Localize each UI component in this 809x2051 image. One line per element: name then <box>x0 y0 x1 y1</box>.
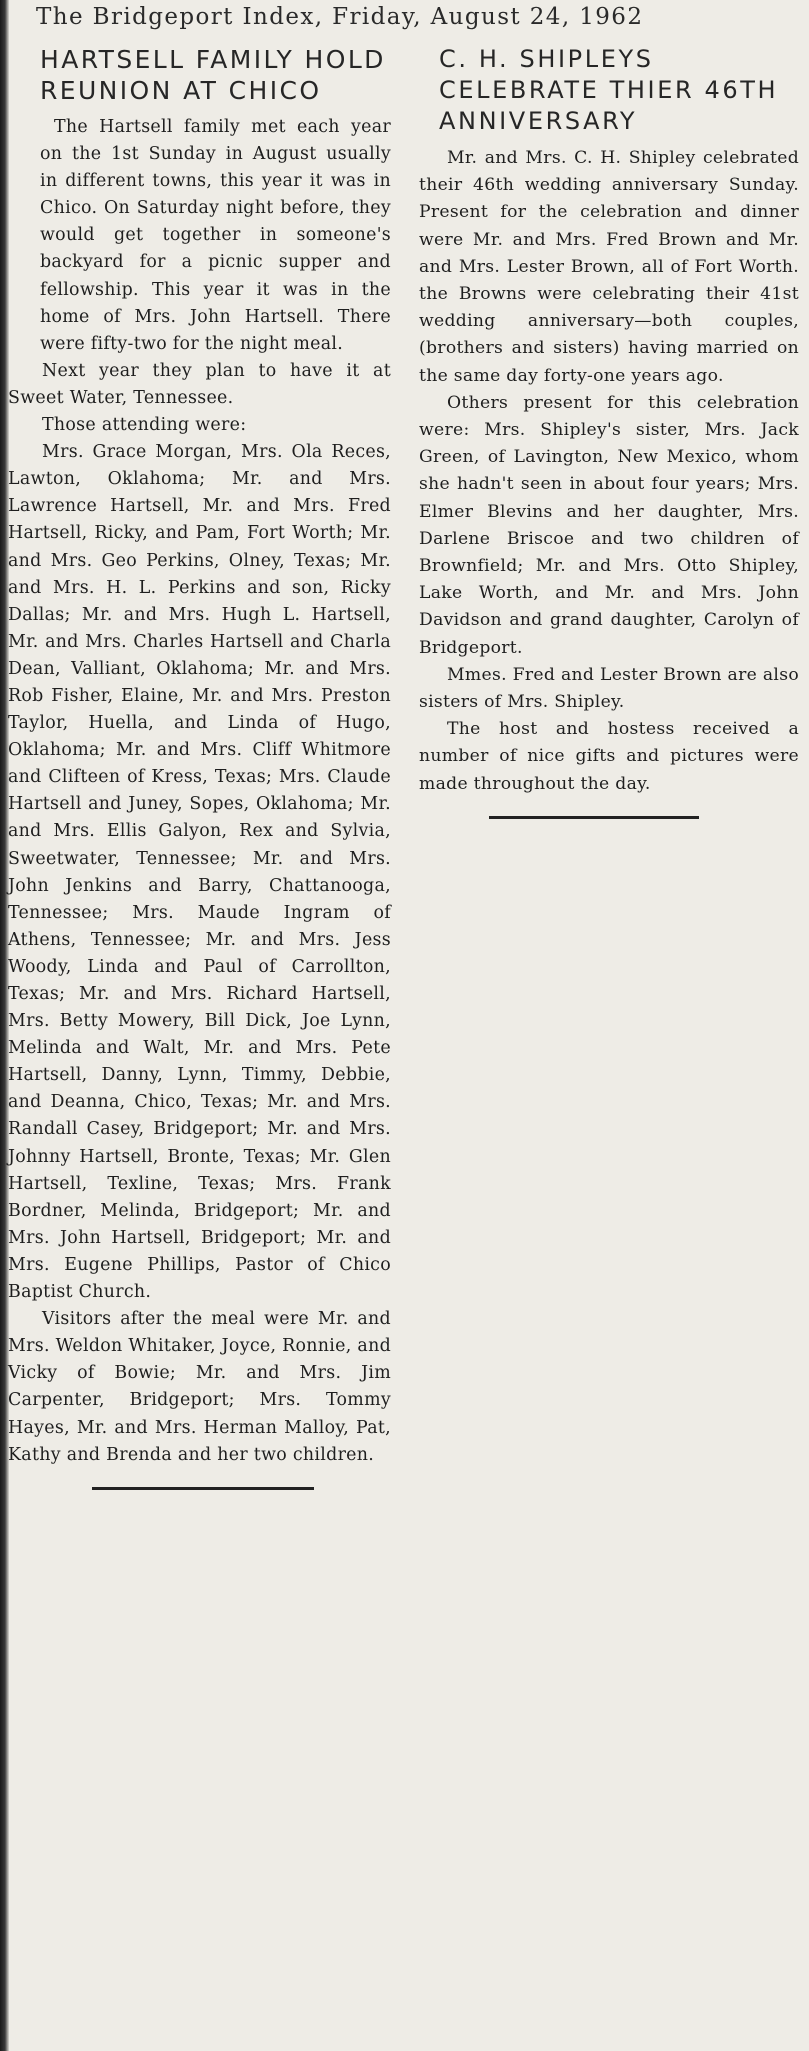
left-headline: HARTSELL FAMILY HOLD REUNION AT CHICO <box>40 45 386 105</box>
left-paragraph: Those attending were: <box>42 415 247 436</box>
right-paragraph: Mr. and Mrs. C. H. Shipley celebrated their 46th wedding anniversary Sunday. Present for the celebration and dinner were Mr. and Mrs. Fred Brown and Mr. and Mrs. Lester Brown, all of Fort Worth. the Browns were celebrating their 41st wedding anniversary—both couples, (brothers and sisters) having married on the same day forty-one years ago. <box>419 148 799 386</box>
right-paragraph: Others present for this celebration were: Mrs. Shipley's sister, Mrs. Jack Green, of Lavington, New Mexico, whom she hadn't seen in about four years; Mrs. Elmer Blevins and her daughter, Mrs. Darlene Briscoe and two children of Brownfield; Mr. and Mrs. Otto Shipley, Lake Worth, and Mr. and Mrs. John Davidson and grand daughter, Carolyn of Bridgeport. <box>419 392 799 658</box>
right-paragraph: Mmes. Fred and Lester Brown are also sisters of Mrs. Shipley. <box>419 664 799 713</box>
left-paragraph: Mrs. Grace Morgan, Mrs. Ola Reces, Lawton, Oklahoma; Mr. and Mrs. Lawrence Hartsell, Mr. and Mrs. Fred Hartsell, Ricky, and Pam, Fort Worth; Mr. and Mrs. Geo Perkins, Olney, Texas; Mr. and Mrs. H. L. Perkins and son, Ricky Dallas; Mr. and Mrs. Hugh L. Hartsell, Mr. and Mrs. Charles Hartsell and Charla Dean, Valliant, Oklahoma; Mr. and Mrs. Rob Fisher, Elaine, Mr. and Mrs. Preston Taylor, Huella, and Linda of Hugo, Oklahoma; Mr. and Mrs. Cliff Whitmore and Clifteen of Kress, Texas; Mrs. Claude Hartsell and Juney, Sopes, Oklahoma; Mr. and Mrs. Ellis Galyon, Rex and Sylvia, Sweetwater, Tennessee; Mr. and Mrs. John Jenkins and Barry, Chattanooga, Tennessee; Mrs. Maude Ingram of Athens, Tennessee; Mr. and Mrs. Jess Woody, Linda and Paul of Carrollton, Texas; Mr. and Mrs. Richard Hartsell, Mrs. Betty Mowery, Bill Dick, Joe Lynn, Melinda and Walt, Mr. and Mrs. Pete Hartsell, Danny, Lynn, Timmy, Debbie, and Deanna, Chico, Texas; Mr. and Mrs. Randall Casey, Bridgeport; Mr. and Mrs. Johnny Hartsell, Bronte, Texas; Mr. Glen Hartsell, Texline, Texas; Mrs. Frank Bordner, Melinda, Bridgeport; Mr. and Mrs. John Hartsell, Bridgeport; Mr. and Mrs. Eugene Phillips, Pastor of Chico Baptist Church. <box>8 442 391 1303</box>
left-paragraph: Visitors after the meal were Mr. and Mrs. Weldon Whitaker, Joyce, Ronnie, and Vicky of Bowie; Mr. and Mrs. Jim Carpenter, Bridgeport; Mrs. Tommy Hayes, Mr. and Mrs. Herman Malloy, Pat, Kathy and Brenda and her two children. <box>8 1309 391 1465</box>
article-end-rule <box>489 816 699 819</box>
right-headline: C. H. SHIPLEYS CELEBRATE THIER 46TH ANNIVERSARY <box>439 45 779 135</box>
left-paragraph: Next year they plan to have it at Sweet Water, Tennessee. <box>8 360 391 408</box>
left-column <box>8 44 391 1490</box>
masthead: The Bridgeport Index, Friday, August 24, 1962 <box>36 4 644 30</box>
right-paragraph: The host and hostess received a number of nice gifts and pictures were made throughout the day. <box>419 719 799 794</box>
left-paragraph: The Hartsell family met each year on the 1st Sunday in August usually in different towns, this year it was in Chico. On Saturday night before, they would get together in someone's backyard for a picnic supper and fellowship. This year it was in the home of Mrs. John Hartsell. There were fifty-two for the night meal. <box>40 117 391 354</box>
right-column <box>419 44 799 819</box>
article-end-rule <box>92 1487 314 1490</box>
